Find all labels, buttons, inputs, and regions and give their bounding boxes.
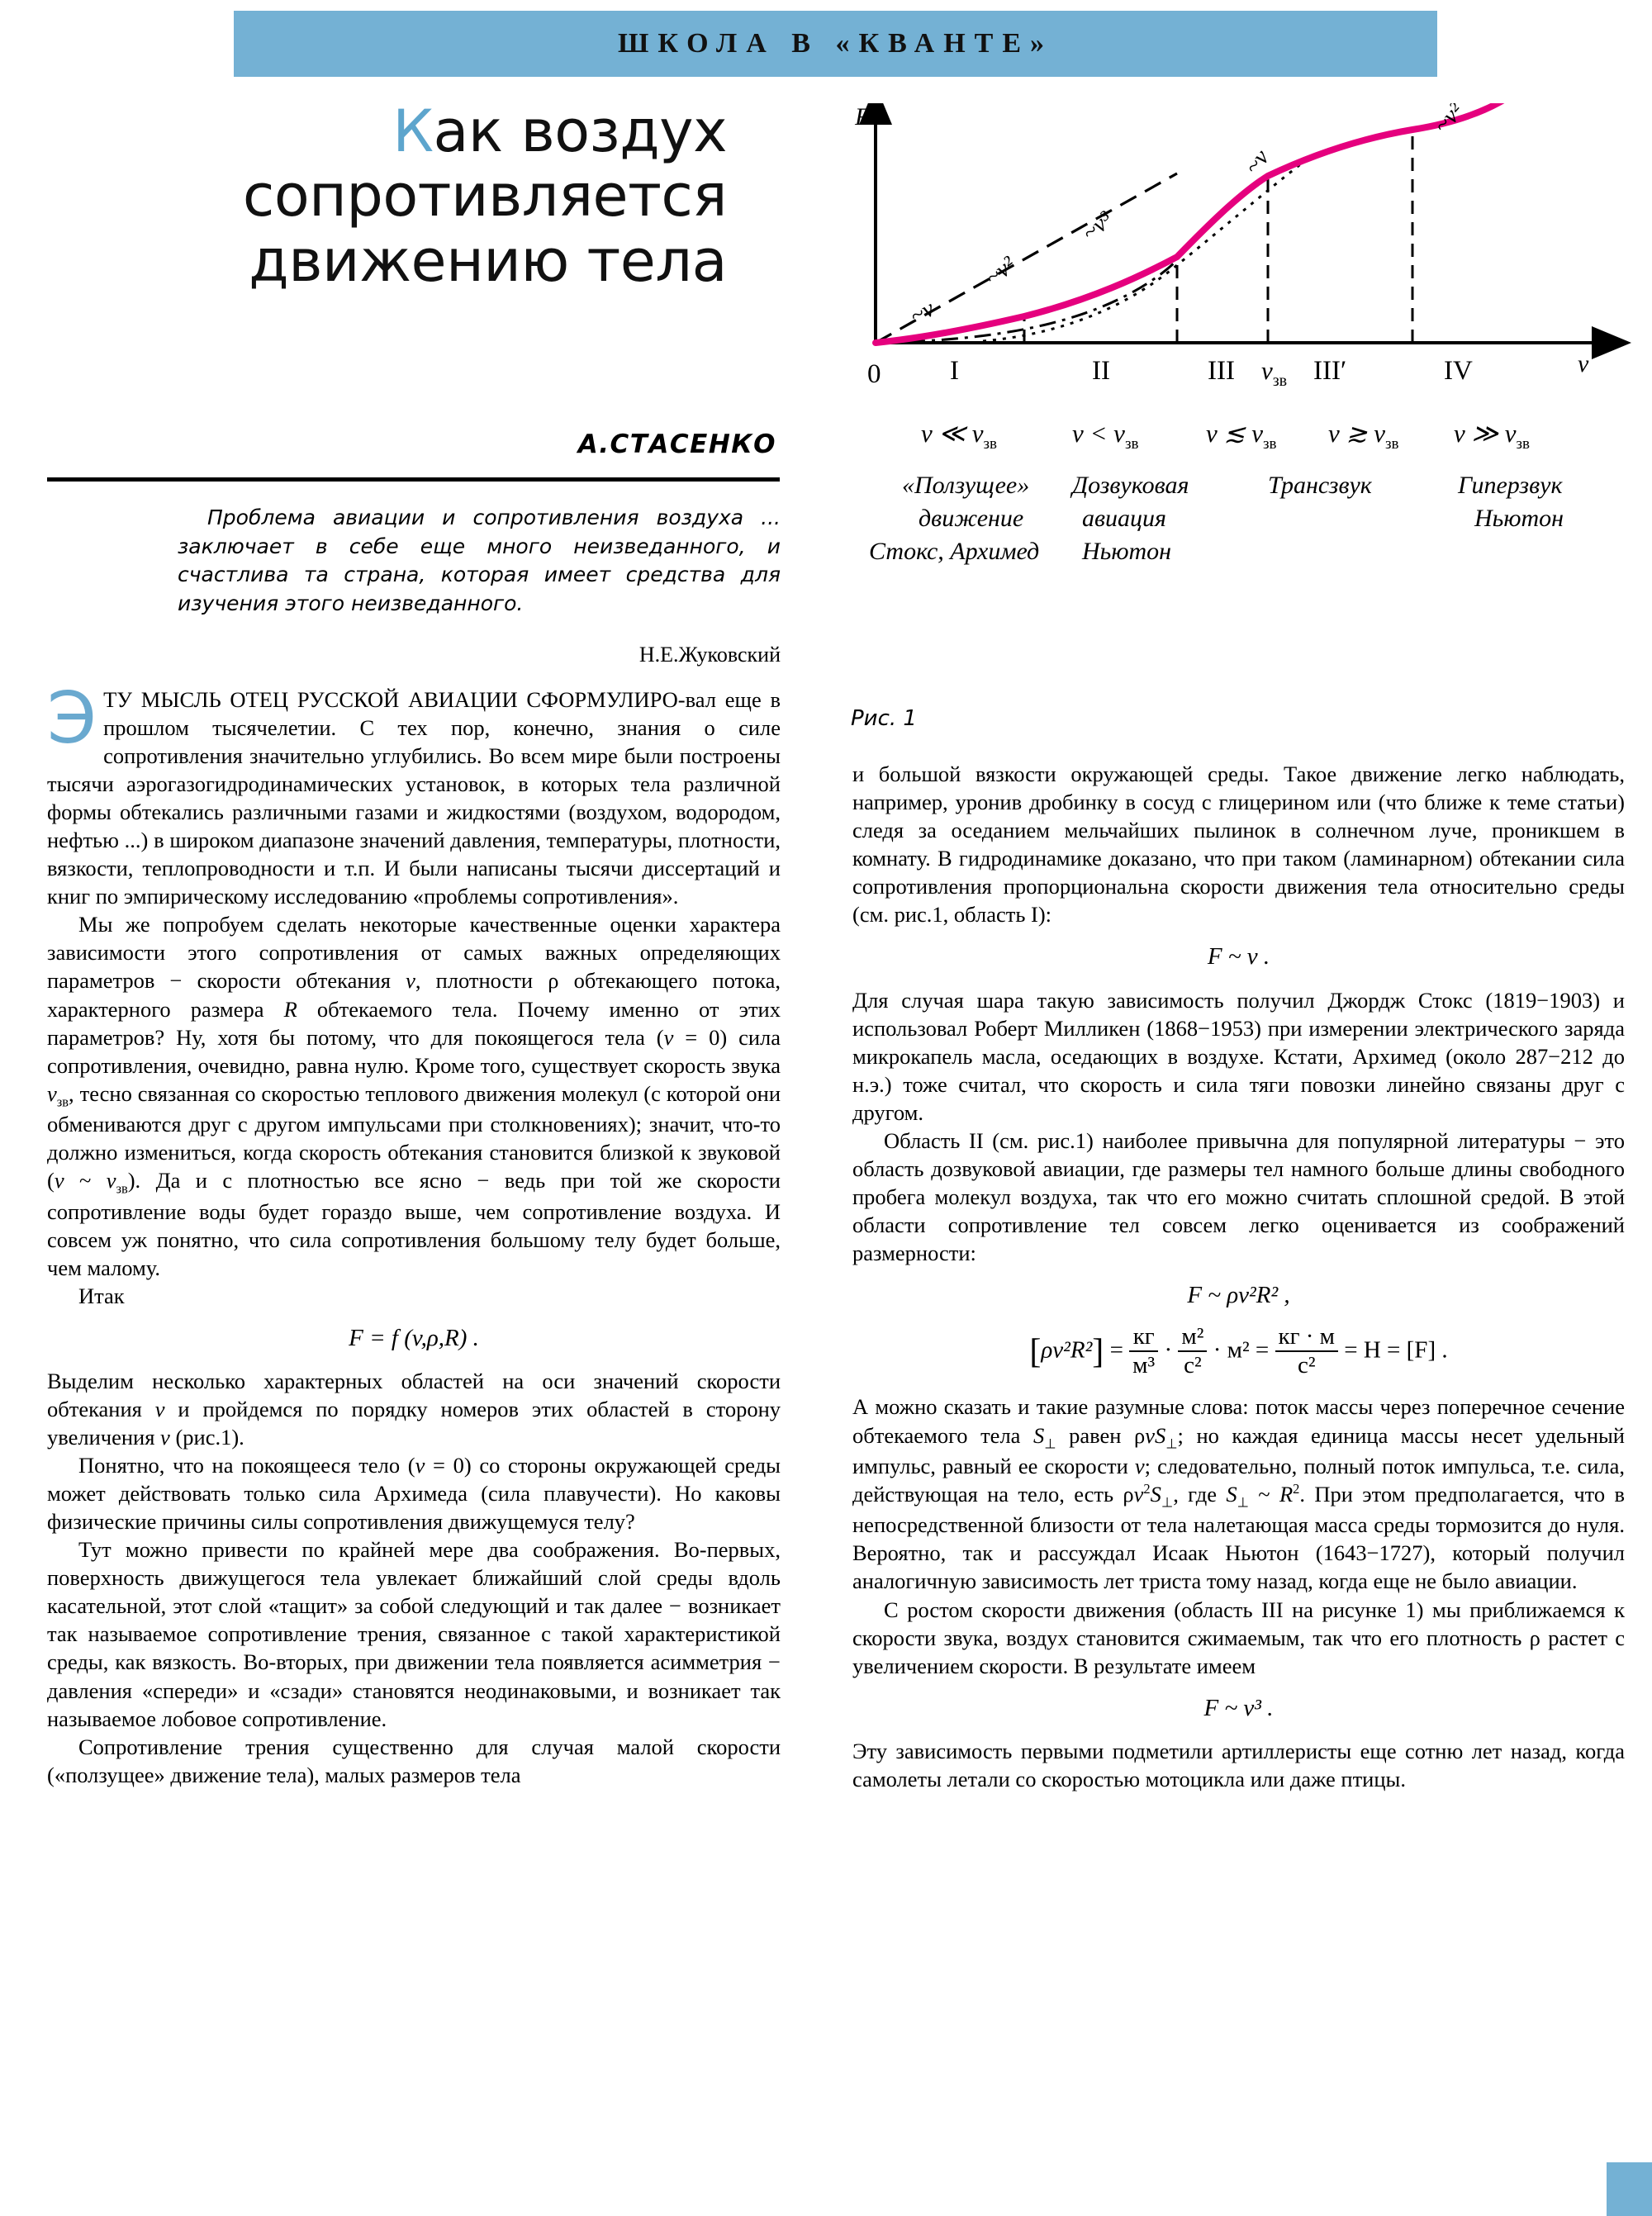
svg-text:Ньютон: Ньютон <box>1474 505 1564 532</box>
formula-dimensional-analysis: [ρv²R²] = $\frac{кг}{\text{м³}}$ · $\frac{\text{м²}}{\text{с²}}$ · м² = $\frac{кг \cdot м}{\text{с²}}$ = Н = [F] . <box>1029 1323 1448 1379</box>
paragraph-stokes: Для случая шара такую зависимость получил Джордж Стокс (1819−1903) и использовал Роберт Милликен (1868−1953) при измерении электрического заряда микрокапель масла, оседающих в воздухе. Кстати, Архимед (около 287−212 до н.э.) тоже считал, что скорость и сила тяги повозки линейно связаны друг с другом. <box>852 987 1625 1125</box>
dim-frac-3: $\frac{кг \cdot м}{\text{с²}}$ <box>1275 1324 1339 1379</box>
txt-p2f: , тесно связанная со скоростью теплового движения молекул (с которой они обмениваются друг с другом импульсами при столкновениях); значит, что-то должно измениться, когда скорость обтекания становится близкой к звуковой ( <box>47 1080 781 1193</box>
paragraph-two-reasons: Тут можно привести по крайней мере два соображения. Во-первых, поверхность движущегося тела увлекает ближайший слой среды вдоль касательной, этот слой «тащит» за собой следующий и так далее − возникает так называемое сопротивление трения, связанное с такой характеристикой среды, как вязкость. Во-вторых, при движении тела появляется асимметрия − давления «спереди» и «сзади» становятся неодинаковыми, и возникает так называемое лобовое сопротивление. <box>47 1537 781 1731</box>
paragraph-viscosity: и большой вязкости окружающей среды. Такое движение легко наблюдать, например, уронив дробинку в сосуд с глицерином или (что ближе к теме статьи) следя за оседанием мельчайших пылинок в солнечном луче, проникшем в комнату. В гидродинамике доказано, что при таком (ламинарном) обтекании сила сопротивления пропорциональна скорости движения тела относительно среды (см. рис.1, область I): <box>852 762 1625 928</box>
paragraph-itak: Итак <box>78 1283 125 1308</box>
svg-text:авиация: авиация <box>1082 505 1166 532</box>
tick-region-II: II <box>1092 356 1110 386</box>
tick-region-IV: IV <box>1444 356 1473 386</box>
paragraph-regions: Выделим несколько характерных областей на оси значений скорости обтекания v и пройдемся по порядку номеров этих областей в сторону увеличения v (рис.1). <box>47 1369 781 1450</box>
paragraph-intro <box>47 677 781 910</box>
title-line-1-rest: ак воздух <box>433 97 727 165</box>
txt-r4b: равен <box>1056 1422 1134 1448</box>
paragraph-artillery: Эту зависимость первыми подметили артиллеристы еще сотню лет назад, когда самолеты летали со скоростью мотоцикла или даже птицы. <box>852 1738 1625 1791</box>
region-name-II <box>1070 472 1189 565</box>
paragraph-region-II: Область II (см. рис.1) наиболее привычна для популярной литературы − это область дозвуковой авиации, где размеры тел намного больше длины свободного пробега молекул воздуха, так что его можно считать сплошной средой. В этой области сопротивление тел совсем легко оценивается из соображений размерности: <box>852 1127 1625 1265</box>
annotation-v-1: ~v <box>905 295 939 330</box>
svg-text:движение: движение <box>919 505 1024 532</box>
figure-caption: Рис. 1 <box>851 706 917 731</box>
paragraph-parameters: Мы же попробуем сделать некоторые качественные оценки характера зависимости этого сопротивления от самых важных определяющих параметров − скорости обтекания v, плотности ρ обтекающего потока, характерного размера R обтекаемого тела. Почему именно от этих параметров? Ну, хотя бы потому, что для покоящегося тела (v = 0) сила сопротивления, очевидно, равна нулю. Кроме того, существует скорость звука $v_{зв}$, тесно связанная со скоростью теплового движения молекул (с которой они обмениваются друг с другом импульсами при столкновениях); значит, что-то должно измениться, когда скорость обтекания становится близкой к звуковой (v ~ $v_{зв}$). Да и с плотностью все ясно − ведь при той же скорости сопротивление воды будет гораздо выше, чем сопротивление воздуха. И совсем уж понятно, что сила сопротивления большому телу будет больше, чем малому. <box>47 912 781 1280</box>
condition-I: v ≪ $v_{зв}$ <box>921 419 997 453</box>
title-drop-letter: К <box>392 97 434 165</box>
formula-F-of-v-rho-R: F = f (v,ρ,R) . <box>349 1324 479 1351</box>
figure-1-svg <box>851 103 1635 756</box>
paragraph-archimedes: Понятно, что на покоящееся тело (v = 0) со стороны окружающей среды может действовать только сила Архимеда (сила плавучести). Но каковы физические причины силы сопротивления движущемуся телу? <box>47 1453 781 1535</box>
body-column-left <box>47 677 781 1789</box>
annotation-v-2: ~v <box>1239 145 1275 180</box>
epigraph-text <box>178 504 781 618</box>
txt-p2b: , плотности <box>415 968 548 994</box>
dim-mul: · м² = <box>1213 1336 1270 1364</box>
txt-p2d: обтекаемого тела. Почему именно от этих параметров? Ну, хотя бы потому, что для покоящегося тела ( <box>47 996 781 1050</box>
txt-p2c: обтекающего потока, характерного размера <box>47 968 781 1022</box>
svg-text:Дозвуковая: Дозвуковая <box>1072 472 1189 499</box>
condition-III: v ≲ $v_{зв}$ <box>1206 419 1277 453</box>
intro-rest: вал еще в прошлом тысячелетии. С тех пор, конечно, знания о силе сопротивления значительно углубились. Во всем мире были построены тысячи аэрогазогидродинамических установок, в которых тела различной формы обтекались различными газами и жидкостями (воздухом, водородом, нефтью ...) в широком диапазоне значений давления, температуры, плотности, вязкости, теплопроводности и т.п. И были написаны тысячи диссертаций и книг по эмпирическому исследованию «проблемы сопротивления». <box>47 687 781 909</box>
condition-IV: v ≫ $v_{зв}$ <box>1454 419 1530 453</box>
tick-origin: 0 <box>867 359 881 389</box>
annotation-v3: ~v³ <box>1076 206 1118 247</box>
txt-p4a: Выделим несколько характерных областей на оси значений скорости обтекания <box>47 1369 781 1422</box>
dim-frac-1: $\frac{кг}{\text{м³}}$ <box>1129 1324 1158 1379</box>
dim-tail: = Н = [F] . <box>1344 1336 1448 1364</box>
tick-region-III: III <box>1208 356 1235 386</box>
dim-frac-2: $\frac{\text{м²}}{\text{с²}}$ <box>1178 1324 1207 1379</box>
body-column-right <box>852 760 1625 1793</box>
txt-p4c: (рис.1). <box>169 1425 244 1450</box>
force-curve <box>876 103 1512 343</box>
title-line-3: движению тела <box>249 226 727 295</box>
epigraph-source: Н.Е.Жуковский <box>638 643 781 667</box>
svg-text:Стокс, Архимед: Стокс, Архимед <box>869 538 1040 565</box>
svg-text:Ньютон: Ньютон <box>1082 538 1172 565</box>
condition-II: $v < v_{зв}$ <box>1072 419 1139 453</box>
txt-r4f: . При этом предполагается, что в непосредственной близости от тела налетающая масса среды тормозится до нуля. Вероятно, так и рассуждал Исаак Ньютон (1643−1727), который получил аналогичную зависимость лет триста тому назад, когда еще не было авиации. <box>852 1481 1626 1594</box>
txt-r4a: А можно сказать и такие разумные слова: поток массы через поперечное сечение обтекаемого тела <box>852 1394 1625 1448</box>
figure-1 <box>851 103 1635 756</box>
svg-text:Гиперзвук: Гиперзвук <box>1458 472 1563 499</box>
svg-text:«Ползущее»: «Ползущее» <box>902 472 1030 499</box>
formula-F-prop-rho-v2-R2: F ~ ρv²R² , <box>1187 1282 1290 1308</box>
region-name-IV <box>1457 472 1564 532</box>
paragraph-momentum-flux: А можно сказать и такие разумные слова: поток массы через поперечное сечение обтекаемого тела $S_\perp$ равен ρvS$_\perp$; но каждая единица массы несет удельный импульс, равный ее скорости v; следовательно, полный поток импульса, т.е. сила, действующая на тело, есть $\rho v^2S_\perp$, где $S_\perp$ ~ $R^2$. При этом предполагается, что в непосредственной близости от тела налетающая масса среды тормозится до нуля. Вероятно, так и рассуждал Исаак Ньютон (1643−1727), который получил аналогичную зависимость лет триста тому назад, когда еще не было авиации. <box>852 1394 1626 1594</box>
x-axis-label: v <box>1578 350 1589 377</box>
condition-IIIprime: v ≳ $v_{зв}$ <box>1328 419 1399 453</box>
txt-r4d: ; следовательно, полный поток импульса, т.е. сила, действующая на тело, есть <box>852 1453 1625 1507</box>
y-axis-label: F <box>855 103 871 130</box>
author-divider <box>47 477 780 482</box>
svg-text:Трансзвук: Трансзвук <box>1268 472 1372 499</box>
title-line-2: сопротивляется <box>242 162 727 230</box>
txt-r4c: ; но каждая единица массы несет удельный импульс, равный ее скорости <box>852 1422 1625 1478</box>
txt-p2g: ). Да и с плотностью все ясно − ведь при той же скорости сопротивление воды будет гораздо выше, чем сопротивление воздуха. И совсем уж понятно, что сила сопротивления большому телу будет больше, чем малому. <box>47 1168 781 1280</box>
txt-p5a: Понятно, что на покоящееся тело ( <box>78 1453 415 1478</box>
author-name: А.СТАСЕНКО <box>577 429 776 459</box>
annotation-v2-2: ~v² <box>1428 103 1469 139</box>
drop-cap-letter: Э <box>47 677 97 760</box>
corner-marker <box>1607 2162 1652 2216</box>
dim-lhs: ρv²R² <box>1041 1336 1093 1364</box>
txt-r4e: , где <box>1173 1481 1227 1507</box>
intro-smallcaps: ТУ МЫСЛЬ ОТЕЦ РУССКОЙ АВИАЦИИ СФОРМУЛИРО- <box>103 687 686 712</box>
paragraph-region-III: С ростом скорости движения (область III на рисунке 1) мы приближаемся к скорости звука, воздух становится сжимаемым, так что его плотность ρ растет с увеличением скорости. В результате имеем <box>852 1597 1625 1678</box>
annotation-v2-1: ~v² <box>980 251 1021 292</box>
tick-region-IIIprime: III′ <box>1313 356 1347 386</box>
tick-region-I: I <box>950 356 959 386</box>
epigraph-body: Проблема авиации и сопротивления воздуха ... заключает в себе еще много неизведанного, и счастлива та страна, которая имеет средства для изучения этого неизведанного. <box>178 505 781 615</box>
formula-F-prop-v3: F ~ v³ . <box>1203 1694 1274 1721</box>
region-name-III <box>1268 472 1373 499</box>
formula-F-prop-v: F ~ v . <box>1207 943 1270 970</box>
tick-sound-speed: $v_{зв}$ <box>1261 356 1288 390</box>
txt-p2e: = 0) сила сопротивления, очевидно, равна нулю. Кроме того, существует скорость звука <box>47 1024 781 1078</box>
banner-title: ШКОЛА В «КВАНТЕ» <box>617 28 1053 59</box>
paragraph-friction: Сопротивление трения существенно для случая малой скорости («ползущее» движение тела), малых размеров тела <box>47 1734 781 1787</box>
txt-p2a: Мы же попробуем сделать некоторые качественные оценки характера зависимости этого сопротивления от самых важных определяющих параметров − скорости обтекания <box>47 912 781 994</box>
txt-p5b: = 0) со стороны окружающей среды может действовать только сила Архимеда (сила плавучести). Но каковы физические причины силы сопротивления движущемуся телу? <box>47 1453 781 1535</box>
header-banner <box>234 11 1437 77</box>
page-title <box>50 99 727 293</box>
region-name-I <box>869 472 1039 565</box>
txt-p4b: и пройдемся по порядку номеров этих областей в сторону увеличения <box>47 1397 781 1450</box>
